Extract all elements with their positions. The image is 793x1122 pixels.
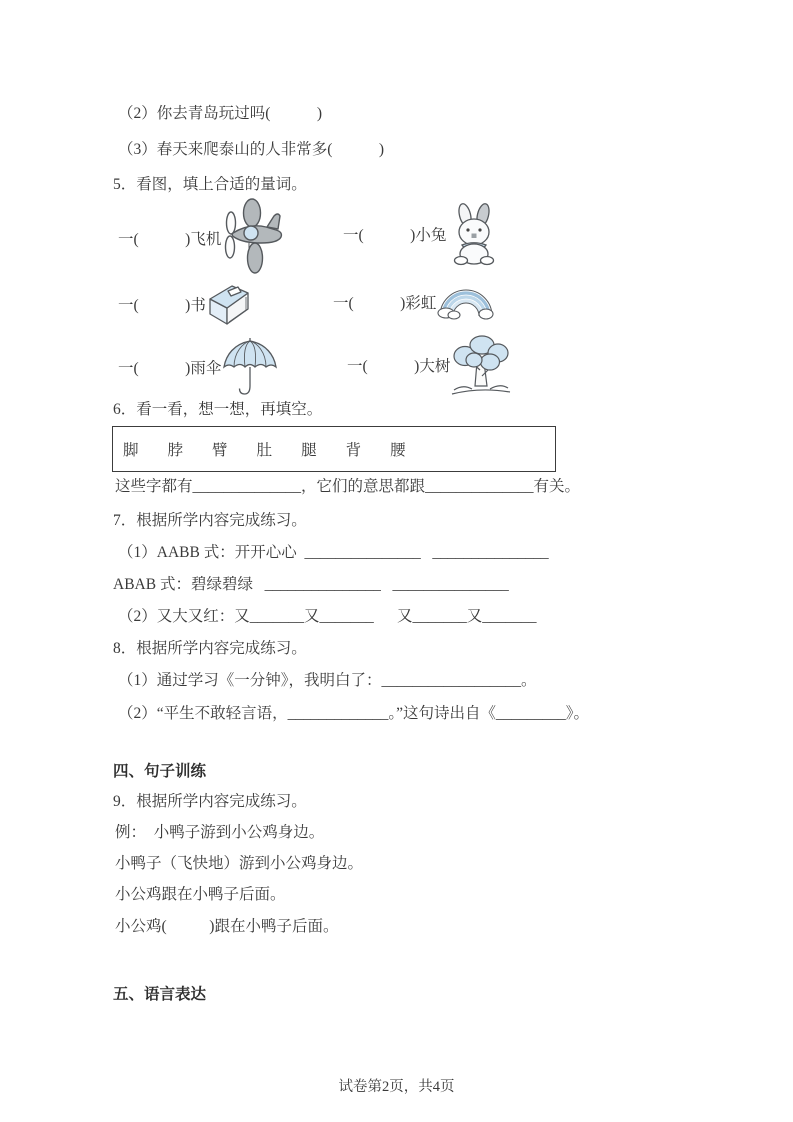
box-character: 肚 <box>256 442 273 459</box>
q5-label-rabbit: 一( )小兔 <box>343 227 447 244</box>
box-character: 腰 <box>390 442 406 459</box>
box-character: 腿 <box>301 442 317 459</box>
airplane-icon <box>221 197 285 279</box>
section-4-heading: 四、句子训练 <box>113 763 207 780</box>
rainbow-icon <box>436 283 494 321</box>
q8-sub2-line: （2）“平生不敢轻言语，_____________。”这句诗出自《_________》。 <box>118 705 590 722</box>
section-5-heading: 五、语言表达 <box>113 986 207 1003</box>
question-7-title: 7．根据所学内容完成练习。 <box>113 512 307 529</box>
q6-character-box <box>112 426 556 472</box>
q9-line3: 小公鸡跟在小鸭子后面。 <box>115 886 286 903</box>
q5-label-rainbow: 一( )彩虹 <box>333 295 437 312</box>
q5-label-umbrella: 一( )雨伞 <box>118 360 222 377</box>
question-8-title: 8．根据所学内容完成练习。 <box>113 640 307 657</box>
q5-label-tree: 一( )大树 <box>347 358 451 375</box>
q5-item-airplane <box>118 197 285 279</box>
q5-item-book <box>118 281 252 327</box>
question-9-title: 9．根据所学内容完成练习。 <box>113 793 307 810</box>
tree-icon <box>450 334 512 396</box>
q9-line4: 小公鸡( )跟在小鸭子后面。 <box>115 918 339 935</box>
book-icon <box>206 281 252 327</box>
q8-sub1-line: （1）通过学习《一分钟》，我明白了：__________________。 <box>118 672 537 689</box>
box-character: 背 <box>345 442 362 459</box>
question-4-2: （2）你去青岛玩过吗( ) <box>118 105 323 122</box>
q5-item-tree <box>347 334 512 396</box>
question-6-title: 6．看一看，想一想，再填空。 <box>113 401 323 418</box>
umbrella-icon <box>221 336 279 398</box>
q9-line2: 小鸭子（飞快地）游到小公鸡身边。 <box>115 855 364 872</box>
box-character: 脚 <box>123 442 139 459</box>
q7-aabb-line: （1）AABB 式：开开心心 _______________ _______________ <box>118 544 549 561</box>
q5-item-umbrella <box>118 336 279 398</box>
q5-label-book: 一( )书 <box>118 297 206 314</box>
q5-label-airplane: 一( )飞机 <box>118 231 222 248</box>
rabbit-icon <box>446 202 502 266</box>
page-footer: 试卷第2页，共4页 <box>338 1079 455 1095</box>
question-4-3: （3）春天来爬泰山的人非常多( ) <box>118 141 385 158</box>
box-character: 脖 <box>167 442 184 459</box>
question-5-title: 5．看图，填上合适的量词。 <box>113 176 307 193</box>
q6-fill-line: 这些字都有______________，它们的意思都跟______________有关。 <box>115 478 581 495</box>
q5-item-rabbit <box>343 202 502 266</box>
q9-example-line: 例： 小鸭子游到小公鸡身边。 <box>115 824 325 841</box>
q5-item-rainbow <box>333 283 494 321</box>
q7-youda-line: （2）又大又红：又_______又_______ 又_______又_______ <box>118 608 537 625</box>
q7-abab-line: ABAB 式：碧绿碧绿 _______________ _______________ <box>113 576 509 593</box>
box-character: 臂 <box>212 442 228 459</box>
